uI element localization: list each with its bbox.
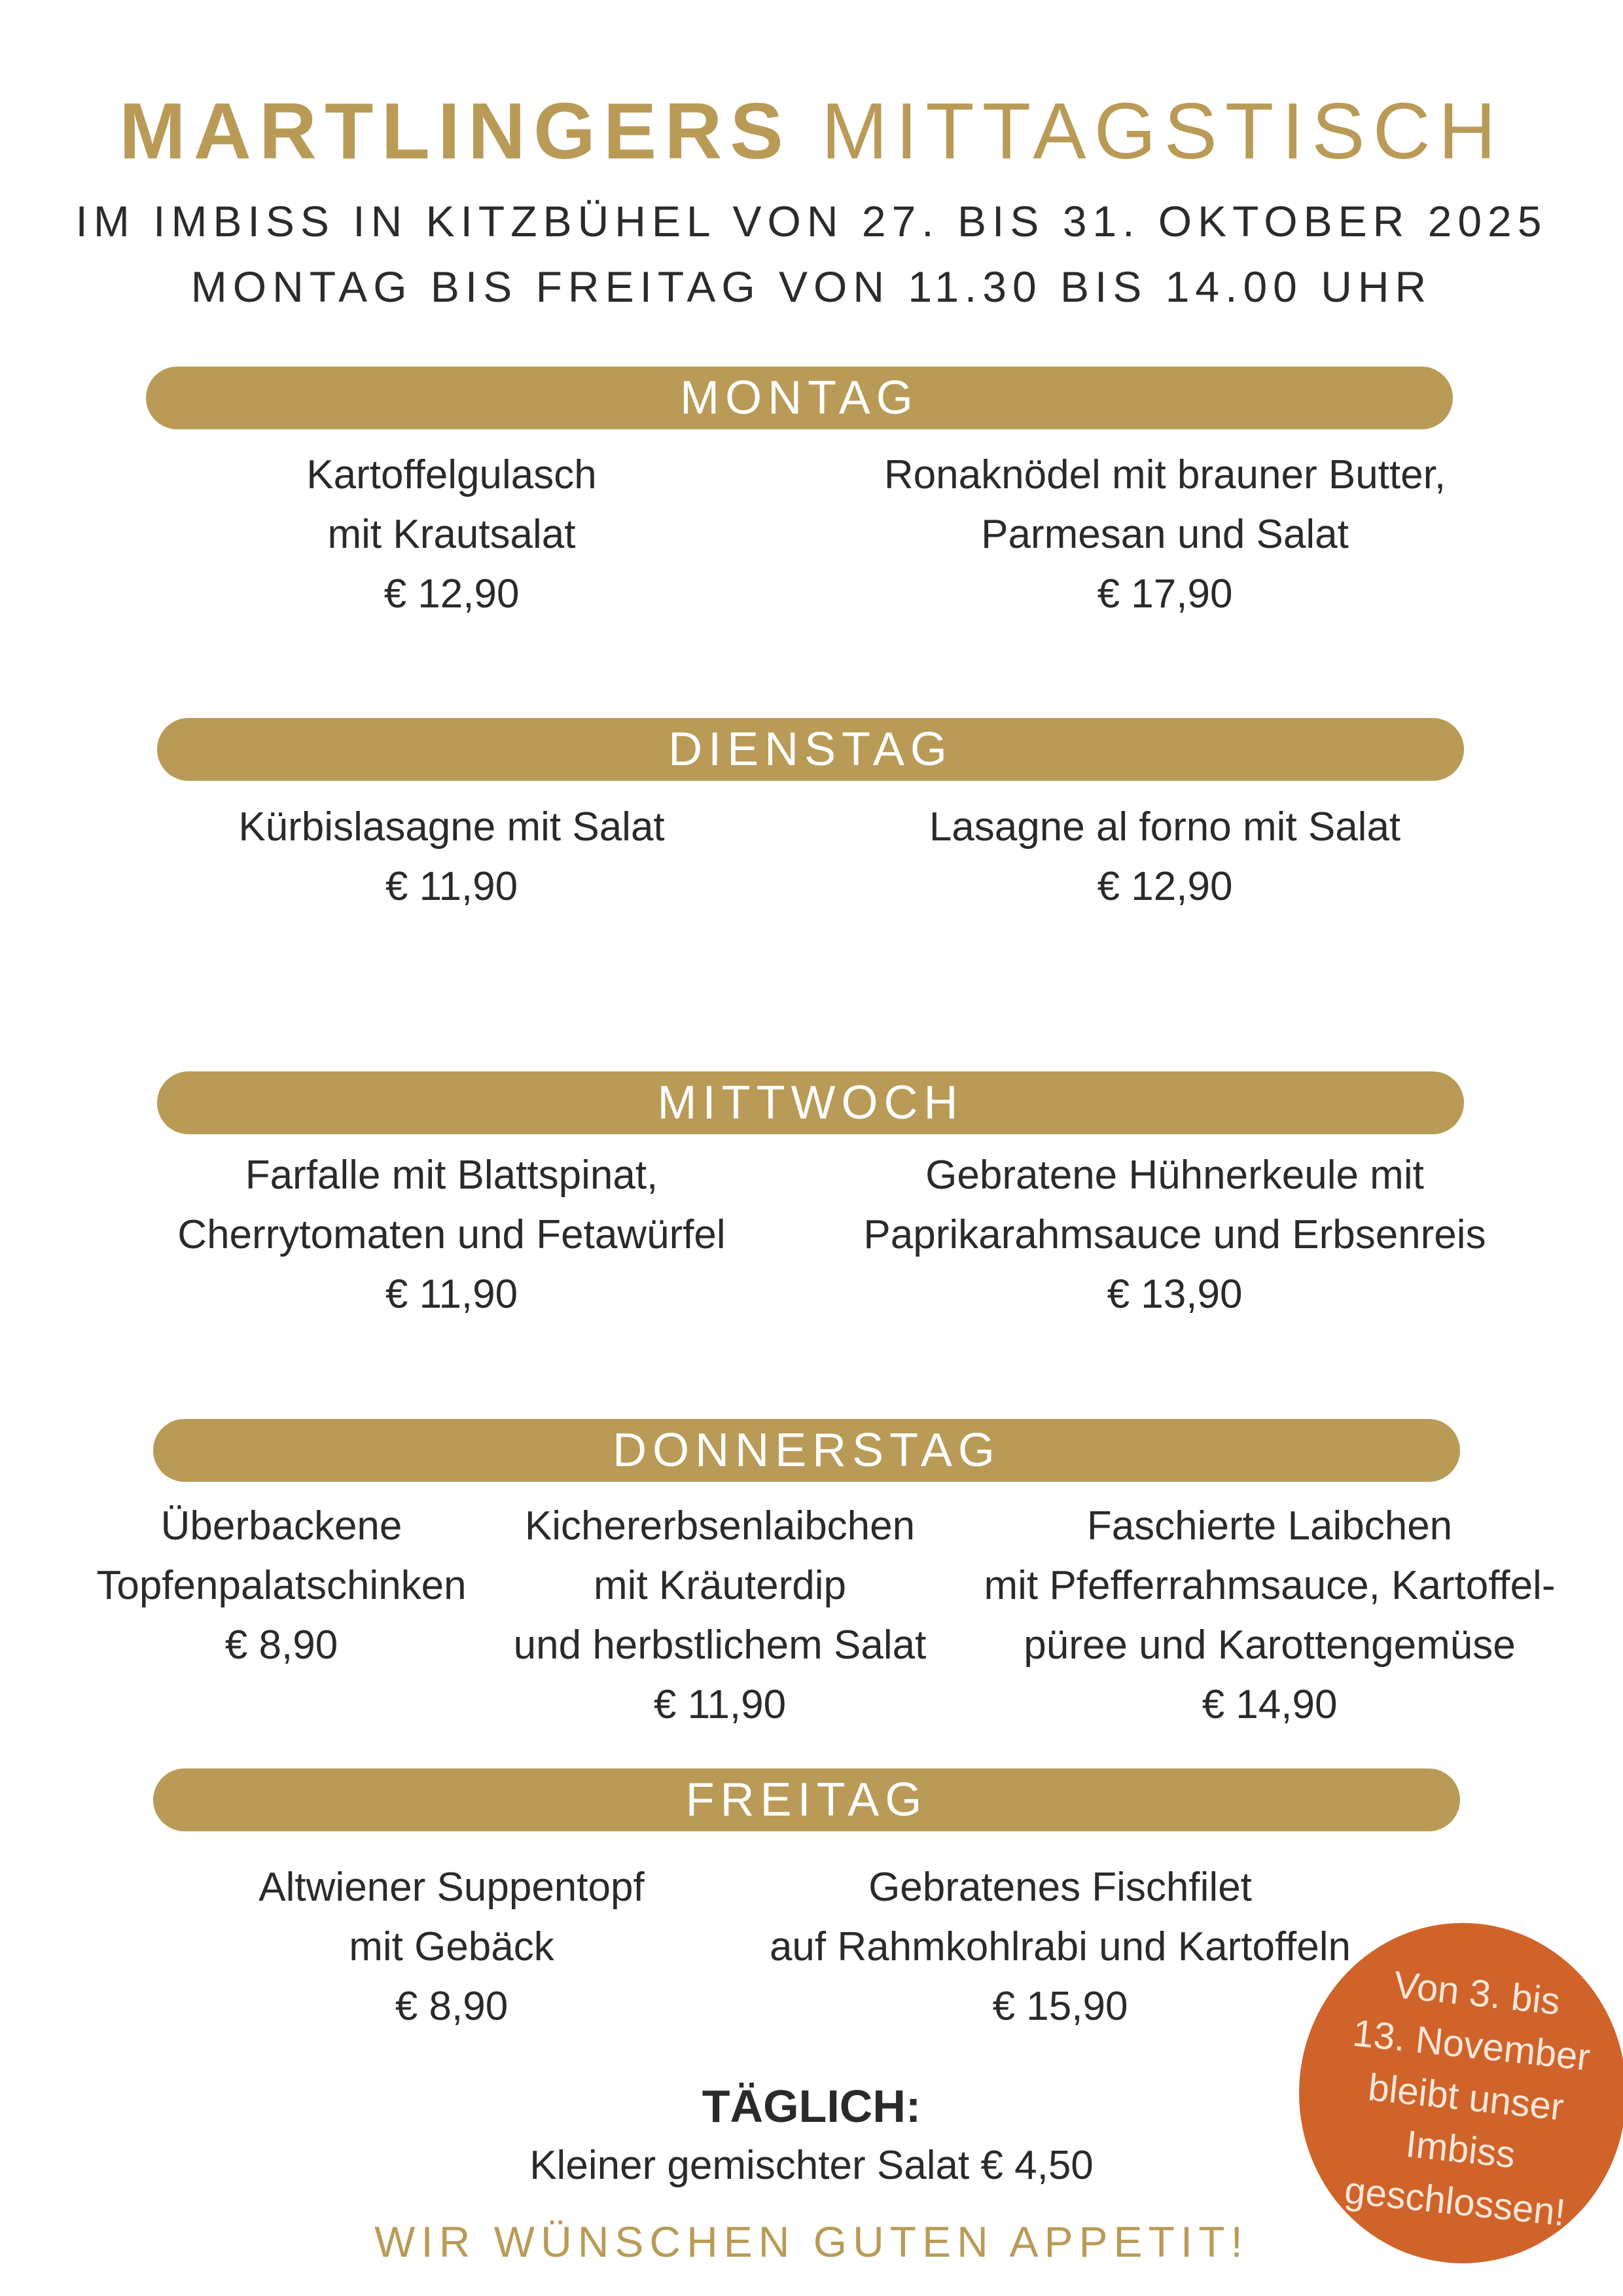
dish-line: mit Gebäck (349, 1924, 554, 1969)
dish-line: Kürbislasagne mit Salat (238, 804, 665, 850)
day-bar-montag: MONTAG (146, 367, 1453, 429)
dish-line: Topfenpalatschinken (96, 1563, 467, 1608)
title-light: MITTAGSTISCH (821, 86, 1504, 175)
closing-wish: WIR WÜNSCHEN GUTEN APPETIT! (374, 2217, 1249, 2266)
dish-line: Überbackene (160, 1503, 402, 1549)
subtitle-date-location: IM IMBISS IN KITZBÜHEL VON 27. BIS 31. OKTOBER 2025 (75, 197, 1548, 245)
dish-price: € 8,90 (224, 1623, 338, 1668)
title-bold: MARTLINGERS (119, 86, 791, 175)
day-bar-freitag: FREITAG (153, 1768, 1460, 1831)
dish-line: Altwiener Suppentopf (259, 1865, 645, 1910)
dish-freitag-1 (196, 1857, 707, 2036)
dish-montag-2 (805, 445, 1525, 624)
dish-line: auf Rahmkohlrabi und Kartoffeln (769, 1924, 1351, 1969)
dish-price: € 14,90 (1202, 1682, 1338, 1727)
dish-montag-1 (196, 445, 707, 624)
dish-dienstag-2 (870, 797, 1459, 916)
dish-price: € 11,90 (385, 1272, 518, 1317)
day-bar-mittwoch: MITTWOCH (157, 1071, 1464, 1134)
stamp-line: Von 3. bis (1391, 1963, 1562, 2024)
dish-line: Kichererbsenlaibchen (524, 1503, 916, 1549)
dish-donnerstag-1 (72, 1496, 491, 1675)
dish-line: Kartoffelgulasch (306, 452, 597, 497)
dish-price: € 11,90 (385, 864, 518, 909)
daily-heading: TÄGLICH: (702, 2081, 921, 2132)
dish-line: Cherrytomaten und Fetawürfel (177, 1212, 726, 1257)
menu-title (0, 85, 1623, 177)
dish-line: und herbstlichem Salat (513, 1623, 927, 1668)
dish-line: mit Pfefferrahmsauce, Kartoffel- (984, 1563, 1556, 1608)
daily-offer: Kleiner gemischter Salat € 4,50 (529, 2143, 1094, 2188)
dish-line: püree und Karottengemüse (1024, 1623, 1516, 1668)
stamp-line: 13. November (1350, 2011, 1592, 2079)
dish-line: mit Krautsalat (327, 512, 576, 557)
dish-price: € 15,90 (992, 1984, 1128, 2029)
dish-line: Parmesan und Salat (981, 512, 1349, 557)
dish-price: € 8,90 (395, 1984, 508, 2029)
dish-line: Ronaknödel mit brauner Butter, (883, 452, 1446, 497)
dish-donnerstag-2 (491, 1496, 949, 1734)
stamp-line: Imbiss (1403, 2122, 1518, 2177)
dish-mittwoch-2 (831, 1145, 1518, 1324)
stamp-line: geschlossen! (1342, 2168, 1568, 2234)
dish-price: € 17,90 (1097, 571, 1233, 617)
stamp-line: bleibt unser (1366, 2066, 1566, 2129)
subtitle-opening-hours: MONTAG BIS FREITAG VON 11.30 BIS 14.00 UHR (190, 262, 1433, 311)
dish-line: Farfalle mit Blattspinat, (245, 1153, 658, 1198)
dish-mittwoch-1 (131, 1145, 772, 1324)
day-bar-dienstag: DIENSTAG (157, 718, 1464, 781)
dish-line: Gebratenes Fischfilet (868, 1865, 1252, 1910)
dish-dienstag-1 (183, 797, 720, 916)
day-bar-donnerstag: DONNERSTAG (153, 1419, 1460, 1482)
dish-donnerstag-3 (949, 1496, 1590, 1734)
closure-stamp-text (1302, 1952, 1623, 2244)
dish-line: Lasagne al forno mit Salat (929, 804, 1401, 850)
dish-price: € 13,90 (1107, 1272, 1243, 1317)
dish-freitag-2 (720, 1857, 1400, 2036)
dish-line: Gebratene Hühnerkeule mit (925, 1153, 1424, 1198)
dish-price: € 12,90 (383, 571, 520, 617)
dish-line: Faschierte Laibchen (1086, 1503, 1453, 1549)
dish-price: € 11,90 (653, 1682, 787, 1727)
dish-price: € 12,90 (1097, 864, 1233, 909)
dish-line: Paprikarahmsauce und Erbsenreis (863, 1212, 1486, 1257)
dish-line: mit Kräuterdip (594, 1563, 846, 1608)
